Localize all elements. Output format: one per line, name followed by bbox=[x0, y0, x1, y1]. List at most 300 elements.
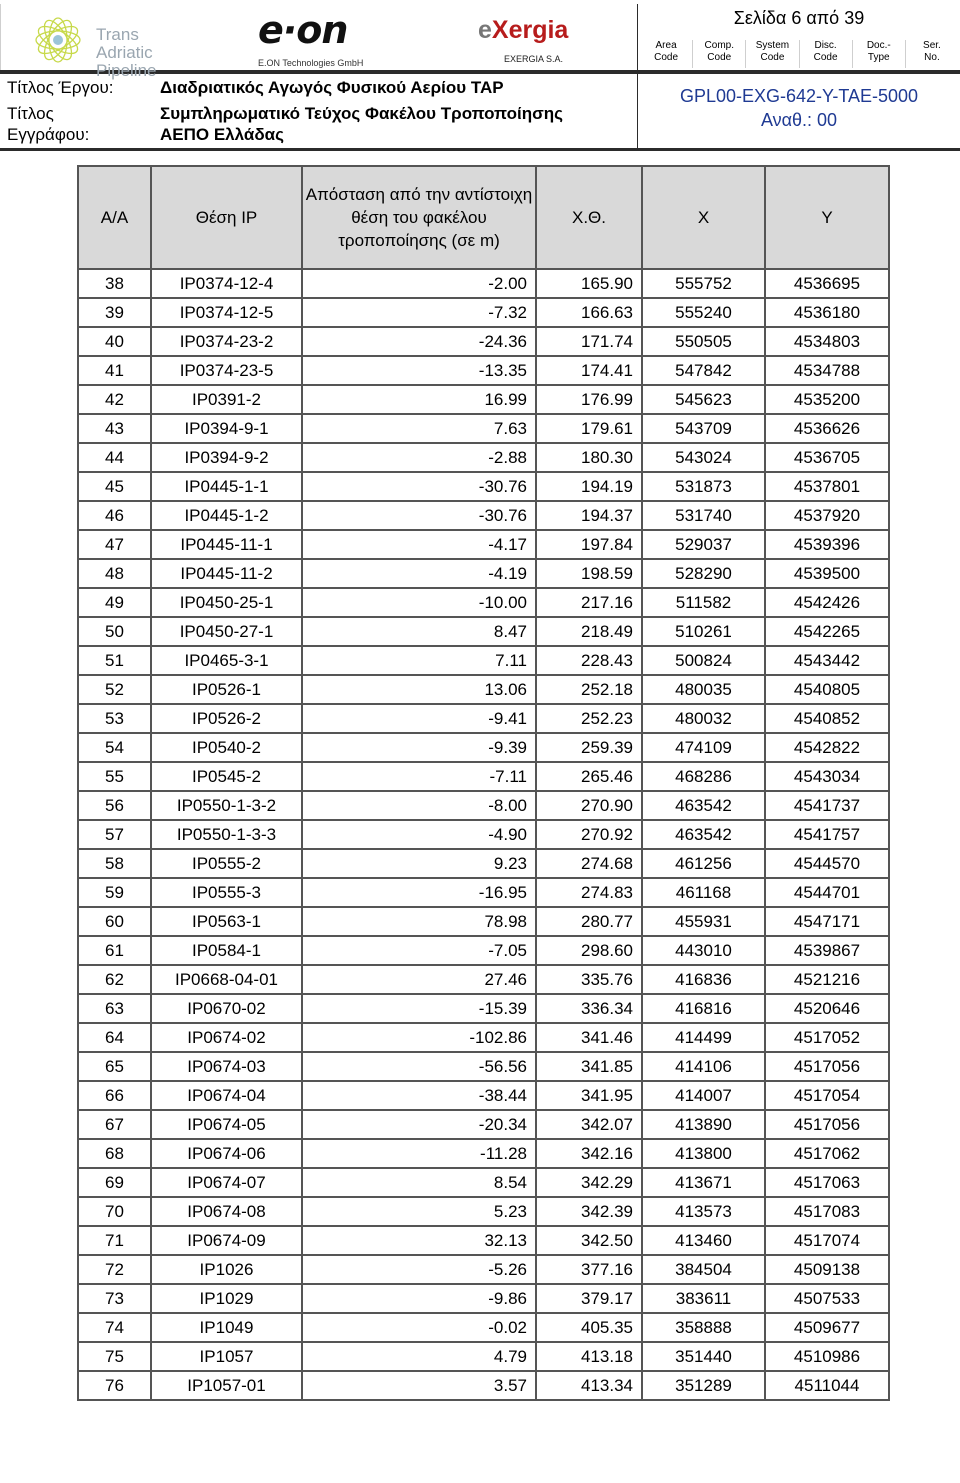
cell-ip-position: IP0445-1-2 bbox=[151, 501, 302, 530]
project-title-label: Τίτλος Έργου: bbox=[7, 78, 114, 97]
cell-y: 4509677 bbox=[765, 1313, 889, 1342]
cell-y: 4510986 bbox=[765, 1342, 889, 1371]
cell-x: 474109 bbox=[642, 733, 765, 762]
table-row bbox=[78, 1342, 889, 1371]
cell-distance: 8.54 bbox=[302, 1168, 536, 1197]
cell-y: 4517052 bbox=[765, 1023, 889, 1052]
cell-index: 39 bbox=[78, 298, 151, 327]
cell-distance: -30.76 bbox=[302, 501, 536, 530]
cell-chainage: 270.92 bbox=[536, 820, 642, 849]
code-label-line: Code bbox=[707, 52, 732, 63]
document-title: ΑΕΠΟ Ελλάδας bbox=[160, 125, 284, 144]
cell-index: 43 bbox=[78, 414, 151, 443]
cell-chainage: 174.41 bbox=[536, 356, 642, 385]
cell-ip-position: IP1057 bbox=[151, 1342, 302, 1371]
code-label bbox=[640, 40, 693, 68]
cell-y: 4539396 bbox=[765, 530, 889, 559]
tap-flower-icon bbox=[30, 12, 90, 68]
cell-x: 528290 bbox=[642, 559, 765, 588]
cell-y: 4541757 bbox=[765, 820, 889, 849]
cell-chainage: 341.85 bbox=[536, 1052, 642, 1081]
code-label bbox=[906, 40, 958, 68]
cell-chainage: 252.23 bbox=[536, 704, 642, 733]
cell-ip-position: IP1029 bbox=[151, 1284, 302, 1313]
cell-x: 511582 bbox=[642, 588, 765, 617]
cell-index: 42 bbox=[78, 385, 151, 414]
cell-ip-position: IP0394-9-1 bbox=[151, 414, 302, 443]
cell-distance: 78.98 bbox=[302, 907, 536, 936]
cell-distance: -10.00 bbox=[302, 588, 536, 617]
cell-distance: 7.11 bbox=[302, 646, 536, 675]
eon-logo bbox=[258, 8, 388, 70]
exergia-company-name: EXERGIA S.A. bbox=[504, 54, 564, 64]
cell-distance: -102.86 bbox=[302, 1023, 536, 1052]
cell-index: 61 bbox=[78, 936, 151, 965]
table-row bbox=[78, 646, 889, 675]
project-title: Διαδριατικός Αγωγός Φυσικού Αερίου TAP bbox=[160, 78, 504, 97]
cell-ip-position: IP0674-03 bbox=[151, 1052, 302, 1081]
cell-y: 4540805 bbox=[765, 675, 889, 704]
cell-distance: -2.88 bbox=[302, 443, 536, 472]
table-row bbox=[78, 733, 889, 762]
cell-ip-position: IP0584-1 bbox=[151, 936, 302, 965]
cell-ip-position: IP0374-23-2 bbox=[151, 327, 302, 356]
cell-x: 547842 bbox=[642, 356, 765, 385]
cell-ip-position: IP0374-12-5 bbox=[151, 298, 302, 327]
cell-y: 4542426 bbox=[765, 588, 889, 617]
table-row bbox=[78, 443, 889, 472]
table-row bbox=[78, 559, 889, 588]
cell-y: 4542822 bbox=[765, 733, 889, 762]
cell-ip-position: IP0563-1 bbox=[151, 907, 302, 936]
cell-y: 4509138 bbox=[765, 1255, 889, 1284]
cell-y: 4520646 bbox=[765, 994, 889, 1023]
cell-distance: -15.39 bbox=[302, 994, 536, 1023]
cell-y: 4536705 bbox=[765, 443, 889, 472]
cell-index: 47 bbox=[78, 530, 151, 559]
header-divider bbox=[637, 4, 638, 148]
cell-y: 4542265 bbox=[765, 617, 889, 646]
cell-x: 461168 bbox=[642, 878, 765, 907]
code-label bbox=[693, 40, 746, 68]
cell-ip-position: IP0674-09 bbox=[151, 1226, 302, 1255]
page-number: Σελίδα 6 από 39 bbox=[733, 8, 865, 28]
cell-x: 416816 bbox=[642, 994, 765, 1023]
cell-x: 531740 bbox=[642, 501, 765, 530]
cell-index: 67 bbox=[78, 1110, 151, 1139]
cell-distance: 27.46 bbox=[302, 965, 536, 994]
cell-chainage: 265.46 bbox=[536, 762, 642, 791]
cell-y: 4539500 bbox=[765, 559, 889, 588]
document-title: Συμπληρωματικό Τεύχος Φακέλου Τροποποίησης bbox=[160, 104, 563, 123]
cell-x: 383611 bbox=[642, 1284, 765, 1313]
cell-distance: -9.41 bbox=[302, 704, 536, 733]
column-header-x: X bbox=[642, 166, 765, 269]
cell-x: 443010 bbox=[642, 936, 765, 965]
cell-chainage: 180.30 bbox=[536, 443, 642, 472]
cell-index: 44 bbox=[78, 443, 151, 472]
table-row bbox=[78, 414, 889, 443]
cell-index: 49 bbox=[78, 588, 151, 617]
cell-distance: -30.76 bbox=[302, 472, 536, 501]
cell-y: 4534788 bbox=[765, 356, 889, 385]
table-row bbox=[78, 472, 889, 501]
cell-x: 510261 bbox=[642, 617, 765, 646]
cell-index: 55 bbox=[78, 762, 151, 791]
code-label-line: Code bbox=[760, 52, 785, 63]
cell-distance: 7.63 bbox=[302, 414, 536, 443]
header-divider bbox=[0, 4, 1, 70]
cell-y: 4540852 bbox=[765, 704, 889, 733]
cell-y: 4539867 bbox=[765, 936, 889, 965]
table-row bbox=[78, 791, 889, 820]
cell-y: 4543442 bbox=[765, 646, 889, 675]
cell-x: 545623 bbox=[642, 385, 765, 414]
table-row bbox=[78, 1226, 889, 1255]
table-row bbox=[78, 1168, 889, 1197]
cell-ip-position: IP0674-07 bbox=[151, 1168, 302, 1197]
cell-index: 76 bbox=[78, 1371, 151, 1400]
cell-index: 62 bbox=[78, 965, 151, 994]
cell-index: 46 bbox=[78, 501, 151, 530]
code-label-line: Doc.- bbox=[866, 40, 891, 51]
cell-x: 455931 bbox=[642, 907, 765, 936]
cell-x: 358888 bbox=[642, 1313, 765, 1342]
cell-ip-position: IP0550-1-3-2 bbox=[151, 791, 302, 820]
cell-index: 65 bbox=[78, 1052, 151, 1081]
tap-name bbox=[96, 26, 190, 80]
cell-y: 4517083 bbox=[765, 1197, 889, 1226]
cell-index: 51 bbox=[78, 646, 151, 675]
cell-chainage: 198.59 bbox=[536, 559, 642, 588]
cell-chainage: 298.60 bbox=[536, 936, 642, 965]
cell-index: 69 bbox=[78, 1168, 151, 1197]
cell-index: 45 bbox=[78, 472, 151, 501]
column-header-ip-position: Θέση IP bbox=[151, 166, 302, 269]
table-row bbox=[78, 617, 889, 646]
exergia-wordmark-prefix: e bbox=[478, 16, 492, 44]
cell-ip-position: IP0674-05 bbox=[151, 1110, 302, 1139]
cell-x: 543709 bbox=[642, 414, 765, 443]
cell-index: 59 bbox=[78, 878, 151, 907]
cell-ip-position: IP0674-04 bbox=[151, 1081, 302, 1110]
cell-index: 54 bbox=[78, 733, 151, 762]
cell-chainage: 336.34 bbox=[536, 994, 642, 1023]
code-label-line: Type bbox=[867, 52, 890, 63]
code-label-line: Code bbox=[813, 52, 838, 63]
cell-chainage: 166.63 bbox=[536, 298, 642, 327]
table-row bbox=[78, 530, 889, 559]
code-label-line: System bbox=[755, 40, 790, 51]
cell-distance: -4.90 bbox=[302, 820, 536, 849]
cell-y: 4536695 bbox=[765, 269, 889, 298]
cell-x: 413890 bbox=[642, 1110, 765, 1139]
cell-y: 4517062 bbox=[765, 1139, 889, 1168]
cell-y: 4547171 bbox=[765, 907, 889, 936]
cell-x: 384504 bbox=[642, 1255, 765, 1284]
code-label-line: Disc. bbox=[814, 40, 837, 51]
cell-ip-position: IP0391-2 bbox=[151, 385, 302, 414]
cell-index: 66 bbox=[78, 1081, 151, 1110]
cell-x: 480035 bbox=[642, 675, 765, 704]
cell-y: 4543034 bbox=[765, 762, 889, 791]
exergia-logo bbox=[478, 16, 598, 66]
cell-distance: -9.86 bbox=[302, 1284, 536, 1313]
cell-y: 4537920 bbox=[765, 501, 889, 530]
cell-index: 72 bbox=[78, 1255, 151, 1284]
table-row bbox=[78, 1255, 889, 1284]
document-header bbox=[0, 0, 960, 152]
cell-ip-position: IP0555-3 bbox=[151, 878, 302, 907]
table-row bbox=[78, 1197, 889, 1226]
eon-company-name: E.ON Technologies GmbH bbox=[258, 58, 364, 68]
table-header-row bbox=[78, 166, 889, 269]
cell-ip-position: IP0555-2 bbox=[151, 849, 302, 878]
cell-x: 413800 bbox=[642, 1139, 765, 1168]
code-label-line: Code bbox=[654, 52, 679, 63]
cell-index: 60 bbox=[78, 907, 151, 936]
table-row bbox=[78, 936, 889, 965]
code-label bbox=[800, 40, 853, 68]
cell-distance: -2.00 bbox=[302, 269, 536, 298]
cell-distance: -7.05 bbox=[302, 936, 536, 965]
cell-index: 41 bbox=[78, 356, 151, 385]
cell-index: 70 bbox=[78, 1197, 151, 1226]
table-row bbox=[78, 356, 889, 385]
cell-x: 351440 bbox=[642, 1342, 765, 1371]
cell-chainage: 171.74 bbox=[536, 327, 642, 356]
cell-distance: -9.39 bbox=[302, 733, 536, 762]
cell-ip-position: IP0670-02 bbox=[151, 994, 302, 1023]
cell-chainage: 274.83 bbox=[536, 878, 642, 907]
cell-y: 4517056 bbox=[765, 1052, 889, 1081]
cell-y: 4536180 bbox=[765, 298, 889, 327]
cell-index: 48 bbox=[78, 559, 151, 588]
exergia-wordmark bbox=[478, 16, 568, 45]
table-row bbox=[78, 675, 889, 704]
cell-distance: 32.13 bbox=[302, 1226, 536, 1255]
cell-chainage: 218.49 bbox=[536, 617, 642, 646]
cell-ip-position: IP0445-11-1 bbox=[151, 530, 302, 559]
code-label bbox=[746, 40, 799, 68]
cell-chainage: 280.77 bbox=[536, 907, 642, 936]
cell-chainage: 405.35 bbox=[536, 1313, 642, 1342]
cell-x: 463542 bbox=[642, 791, 765, 820]
cell-chainage: 270.90 bbox=[536, 791, 642, 820]
cell-chainage: 379.17 bbox=[536, 1284, 642, 1313]
cell-distance: 13.06 bbox=[302, 675, 536, 704]
cell-distance: -38.44 bbox=[302, 1081, 536, 1110]
tap-logo bbox=[30, 12, 190, 80]
cell-y: 4535200 bbox=[765, 385, 889, 414]
cell-chainage: 165.90 bbox=[536, 269, 642, 298]
cell-ip-position: IP0374-12-4 bbox=[151, 269, 302, 298]
cell-chainage: 197.84 bbox=[536, 530, 642, 559]
cell-distance: -24.36 bbox=[302, 327, 536, 356]
cell-ip-position: IP0550-1-3-3 bbox=[151, 820, 302, 849]
cell-x: 461256 bbox=[642, 849, 765, 878]
cell-distance: 5.23 bbox=[302, 1197, 536, 1226]
table-row bbox=[78, 1081, 889, 1110]
cell-x: 351289 bbox=[642, 1371, 765, 1400]
cell-x: 531873 bbox=[642, 472, 765, 501]
cell-x: 555240 bbox=[642, 298, 765, 327]
cell-chainage: 341.46 bbox=[536, 1023, 642, 1052]
table-row bbox=[78, 907, 889, 936]
table-row bbox=[78, 385, 889, 414]
table-row bbox=[78, 1023, 889, 1052]
cell-ip-position: IP0465-3-1 bbox=[151, 646, 302, 675]
tap-name-line: Trans Adriatic bbox=[96, 25, 153, 62]
cell-y: 4507533 bbox=[765, 1284, 889, 1313]
cell-y: 4534803 bbox=[765, 327, 889, 356]
code-label bbox=[853, 40, 906, 68]
cell-ip-position: IP0545-2 bbox=[151, 762, 302, 791]
cell-distance: -8.00 bbox=[302, 791, 536, 820]
cell-ip-position: IP0445-1-1 bbox=[151, 472, 302, 501]
cell-x: 413573 bbox=[642, 1197, 765, 1226]
cell-index: 57 bbox=[78, 820, 151, 849]
table-row bbox=[78, 501, 889, 530]
cell-y: 4517056 bbox=[765, 1110, 889, 1139]
cell-distance: -7.32 bbox=[302, 298, 536, 327]
table-row bbox=[78, 1139, 889, 1168]
cell-ip-position: IP0526-1 bbox=[151, 675, 302, 704]
cell-chainage: 259.39 bbox=[536, 733, 642, 762]
cell-x: 413671 bbox=[642, 1168, 765, 1197]
cell-ip-position: IP0450-25-1 bbox=[151, 588, 302, 617]
cell-ip-position: IP0540-2 bbox=[151, 733, 302, 762]
cell-distance: -5.26 bbox=[302, 1255, 536, 1284]
cell-ip-position: IP0450-27-1 bbox=[151, 617, 302, 646]
cell-y: 4537801 bbox=[765, 472, 889, 501]
cell-ip-position: IP1026 bbox=[151, 1255, 302, 1284]
code-labels bbox=[640, 40, 958, 68]
cell-y: 4517063 bbox=[765, 1168, 889, 1197]
column-header-y: Y bbox=[765, 166, 889, 269]
cell-index: 68 bbox=[78, 1139, 151, 1168]
ip-coordinates-table bbox=[77, 165, 890, 1401]
cell-distance: -20.34 bbox=[302, 1110, 536, 1139]
cell-x: 555752 bbox=[642, 269, 765, 298]
tap-name-line: Pipeline bbox=[96, 61, 157, 80]
cell-x: 480032 bbox=[642, 704, 765, 733]
cell-ip-position: IP0674-06 bbox=[151, 1139, 302, 1168]
cell-distance: -56.56 bbox=[302, 1052, 536, 1081]
cell-distance: 9.23 bbox=[302, 849, 536, 878]
cell-chainage: 342.07 bbox=[536, 1110, 642, 1139]
cell-x: 463542 bbox=[642, 820, 765, 849]
cell-ip-position: IP0526-2 bbox=[151, 704, 302, 733]
cell-chainage: 341.95 bbox=[536, 1081, 642, 1110]
cell-x: 543024 bbox=[642, 443, 765, 472]
cell-chainage: 252.18 bbox=[536, 675, 642, 704]
cell-index: 71 bbox=[78, 1226, 151, 1255]
table-row bbox=[78, 298, 889, 327]
document-title-label: Τίτλος bbox=[7, 104, 54, 123]
cell-index: 63 bbox=[78, 994, 151, 1023]
cell-y: 4521216 bbox=[765, 965, 889, 994]
header-divider bbox=[0, 148, 960, 151]
cell-chainage: 413.34 bbox=[536, 1371, 642, 1400]
cell-distance: 3.57 bbox=[302, 1371, 536, 1400]
cell-index: 38 bbox=[78, 269, 151, 298]
cell-chainage: 342.39 bbox=[536, 1197, 642, 1226]
cell-ip-position: IP0394-9-2 bbox=[151, 443, 302, 472]
revision-number: Αναθ.: 00 bbox=[760, 110, 838, 130]
column-header-chainage: Χ.Θ. bbox=[536, 166, 642, 269]
document-code: GPL00-EXG-642-Y-TAE-5000 bbox=[679, 86, 919, 106]
table-row bbox=[78, 1313, 889, 1342]
cell-y: 4541737 bbox=[765, 791, 889, 820]
document-title-label: Εγγράφου: bbox=[7, 125, 90, 144]
cell-chainage: 274.68 bbox=[536, 849, 642, 878]
cell-chainage: 342.16 bbox=[536, 1139, 642, 1168]
cell-distance: 8.47 bbox=[302, 617, 536, 646]
cell-x: 414499 bbox=[642, 1023, 765, 1052]
table-row bbox=[78, 762, 889, 791]
table-row bbox=[78, 849, 889, 878]
table-row bbox=[78, 269, 889, 298]
table-row bbox=[78, 1110, 889, 1139]
cell-y: 4544570 bbox=[765, 849, 889, 878]
cell-distance: -0.02 bbox=[302, 1313, 536, 1342]
eon-wordmark: e·on bbox=[258, 8, 348, 52]
cell-chainage: 176.99 bbox=[536, 385, 642, 414]
cell-x: 414106 bbox=[642, 1052, 765, 1081]
cell-y: 4517054 bbox=[765, 1081, 889, 1110]
table-body bbox=[78, 269, 889, 1400]
cell-chainage: 335.76 bbox=[536, 965, 642, 994]
cell-chainage: 179.61 bbox=[536, 414, 642, 443]
cell-index: 50 bbox=[78, 617, 151, 646]
cell-ip-position: IP1049 bbox=[151, 1313, 302, 1342]
cell-ip-position: IP0674-08 bbox=[151, 1197, 302, 1226]
cell-ip-position: IP0668-04-01 bbox=[151, 965, 302, 994]
cell-chainage: 194.19 bbox=[536, 472, 642, 501]
cell-index: 56 bbox=[78, 791, 151, 820]
column-header-distance: Απόσταση από την αντίστοιχη θέση του φακέλου τροποποίησης (σε m) bbox=[302, 166, 536, 269]
cell-index: 64 bbox=[78, 1023, 151, 1052]
cell-index: 58 bbox=[78, 849, 151, 878]
cell-x: 413460 bbox=[642, 1226, 765, 1255]
cell-chainage: 342.50 bbox=[536, 1226, 642, 1255]
table-row bbox=[78, 1052, 889, 1081]
cell-index: 52 bbox=[78, 675, 151, 704]
cell-chainage: 342.29 bbox=[536, 1168, 642, 1197]
code-label-line: Area bbox=[655, 40, 677, 51]
cell-x: 529037 bbox=[642, 530, 765, 559]
cell-ip-position: IP0374-23-5 bbox=[151, 356, 302, 385]
column-header-index: Α/Α bbox=[78, 166, 151, 269]
table-row bbox=[78, 820, 889, 849]
code-label-line: Ser. bbox=[923, 40, 941, 51]
table-row bbox=[78, 965, 889, 994]
cell-x: 414007 bbox=[642, 1081, 765, 1110]
table-row bbox=[78, 327, 889, 356]
cell-distance: -4.19 bbox=[302, 559, 536, 588]
table-row bbox=[78, 704, 889, 733]
ip-table-container bbox=[77, 165, 890, 1401]
cell-distance: 16.99 bbox=[302, 385, 536, 414]
cell-chainage: 194.37 bbox=[536, 501, 642, 530]
cell-distance: -13.35 bbox=[302, 356, 536, 385]
cell-y: 4544701 bbox=[765, 878, 889, 907]
cell-x: 416836 bbox=[642, 965, 765, 994]
cell-chainage: 377.16 bbox=[536, 1255, 642, 1284]
cell-y: 4511044 bbox=[765, 1371, 889, 1400]
code-label-line: Comp. bbox=[704, 40, 734, 51]
